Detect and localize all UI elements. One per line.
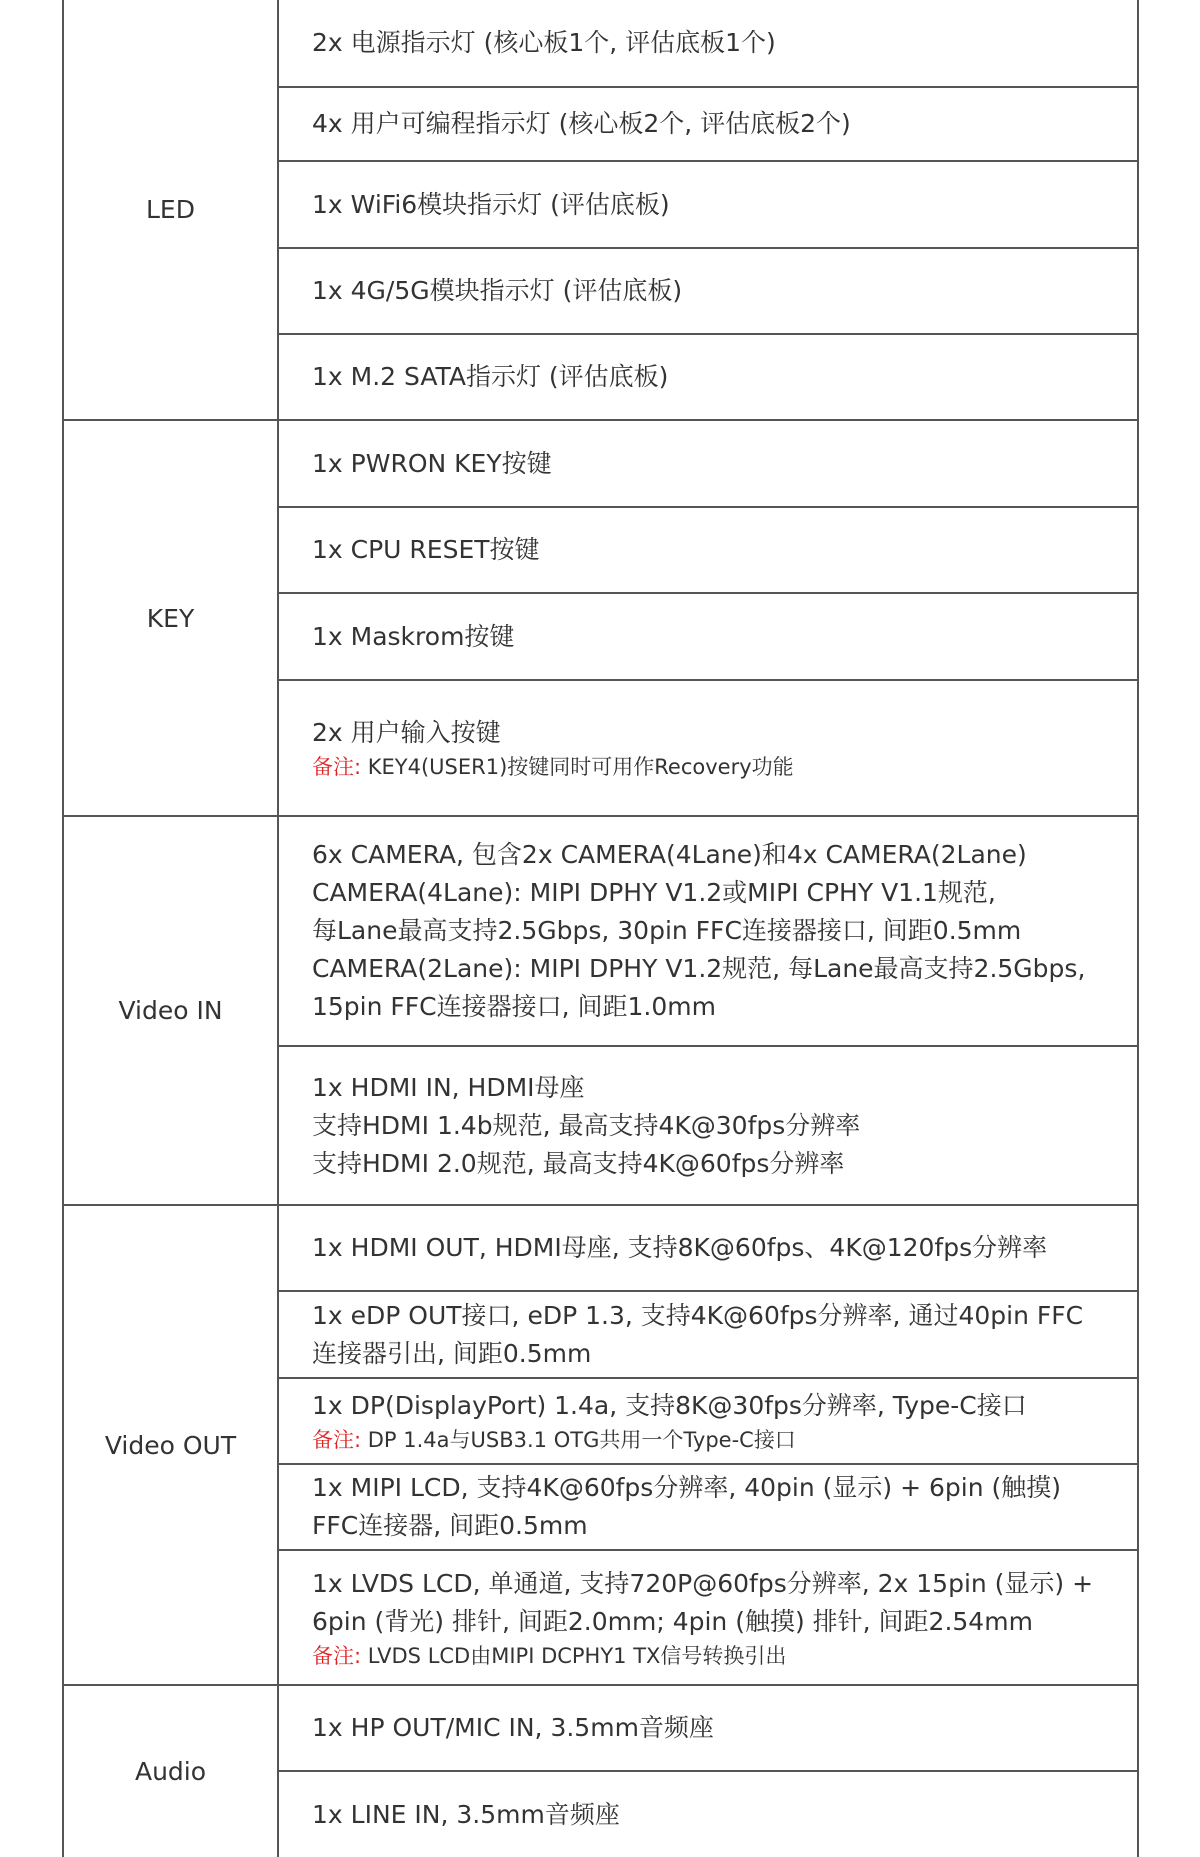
spec-cell (279, 1292, 1129, 1377)
category-video-in: Video IN (118, 996, 223, 1025)
spec-cell (279, 335, 1129, 419)
spec-line: 6pin (背光) 排针, 间距2.0mm; 4pin (触摸) 排针, 间距2.54mm (312, 1606, 1033, 1636)
spec-line: 15pin FFC连接器接口, 间距1.0mm (312, 992, 716, 1021)
spec-cell (279, 594, 1129, 679)
note-text: KEY4(USER1)按键同时可用作Recovery功能 (361, 755, 794, 779)
spec-cell (279, 162, 1129, 247)
spec-cell (279, 508, 1129, 592)
spec-cell (279, 681, 1129, 815)
spec-cell (279, 1047, 1129, 1204)
spec-line: 1x CPU RESET按键 (312, 535, 540, 564)
spec-line: 连接器引出, 间距0.5mm (312, 1338, 592, 1368)
category-video-out: Video OUT (104, 1430, 237, 1460)
spec-line: 每Lane最高支持2.5Gbps, 30pin FFC连接器接口, 间距0.5mm (312, 916, 1022, 945)
category-audio: Audio (134, 1757, 207, 1786)
spec-line: 1x 4G/5G模块指示灯 (评估底板) (312, 276, 683, 305)
spec-cell (279, 1772, 1129, 1857)
spec-line: 1x M.2 SATA指示灯 (评估底板) (312, 362, 669, 391)
spec-cell (279, 1206, 1129, 1290)
spec-line: 6x CAMERA, 包含2x CAMERA(4Lane)和4x CAMERA(2Lane) (312, 840, 1027, 869)
spec-line: 1x HDMI OUT, HDMI母座, 支持8K@60fps、4K@120fps分辨率 (312, 1233, 1048, 1262)
spec-line: 1x WiFi6模块指示灯 (评估底板) (312, 189, 670, 219)
spec-cell (279, 1379, 1129, 1463)
spec-line: 支持HDMI 2.0规范, 最高支持4K@60fps分辨率 (312, 1148, 845, 1178)
spec-line: 2x 用户输入按键 (312, 718, 501, 747)
spec-line: 1x LINE IN, 3.5mm音频座 (312, 1799, 620, 1829)
spec-cell (279, 1551, 1129, 1684)
spec-line: 1x HDMI IN, HDMI母座 (312, 1072, 585, 1102)
spec-note (312, 1641, 1129, 1671)
category-key: KEY (146, 603, 195, 633)
spec-line: FFC连接器, 间距0.5mm (312, 1511, 588, 1540)
spec-line: 1x LVDS LCD, 单通道, 支持720P@60fps分辨率, 2x 15pin (显示) + (312, 1568, 1094, 1598)
spec-line: 1x HP OUT/MIC IN, 3.5mm音频座 (312, 1713, 714, 1742)
spec-line: 2x 电源指示灯 (核心板1个, 评估底板1个) (312, 28, 776, 57)
spec-cell (279, 421, 1129, 506)
note-label: 备注: (312, 755, 362, 779)
category-led: LED (146, 195, 195, 224)
spec-line: 1x eDP OUT接口, eDP 1.3, 支持4K@60fps分辨率, 通过40pin FFC (312, 1300, 1084, 1330)
spec-line: 1x PWRON KEY按键 (312, 448, 552, 478)
spec-line: 4x 用户可编程指示灯 (核心板2个, 评估底板2个) (312, 109, 851, 138)
note-text: DP 1.4a与USB3.1 OTG共用一个Type-C接口 (361, 1428, 796, 1452)
table-border-right (1137, 0, 1139, 1857)
spec-note (312, 752, 1129, 782)
note-label: 备注: (312, 1428, 362, 1452)
spec-cell (279, 817, 1129, 1045)
spec-line: 1x DP(DisplayPort) 1.4a, 支持8K@30fps分辨率, Type-C接口 (312, 1391, 1027, 1420)
note-label: 备注: (312, 1643, 362, 1668)
spec-cell (279, 249, 1129, 333)
spec-cell (279, 1465, 1129, 1549)
spec-line: CAMERA(2Lane): MIPI DPHY V1.2规范, 每Lane最高支持2.5Gbps, (312, 954, 1086, 983)
spec-cell (279, 88, 1129, 160)
spec-note (312, 1425, 1129, 1455)
spec-cell (279, 1686, 1129, 1770)
spec-line: 支持HDMI 1.4b规范, 最高支持4K@30fps分辨率 (312, 1110, 861, 1140)
note-text: LVDS LCD由MIPI DCPHY1 TX信号转换引出 (361, 1643, 787, 1668)
spec-line: 1x Maskrom按键 (312, 621, 515, 651)
spec-line: 1x MIPI LCD, 支持4K@60fps分辨率, 40pin (显示) + 6pin (触摸) (312, 1473, 1061, 1502)
spec-cell (279, 0, 1129, 86)
spec-line: CAMERA(4Lane): MIPI DPHY V1.2或MIPI CPHY V1.1规范, (312, 878, 996, 907)
